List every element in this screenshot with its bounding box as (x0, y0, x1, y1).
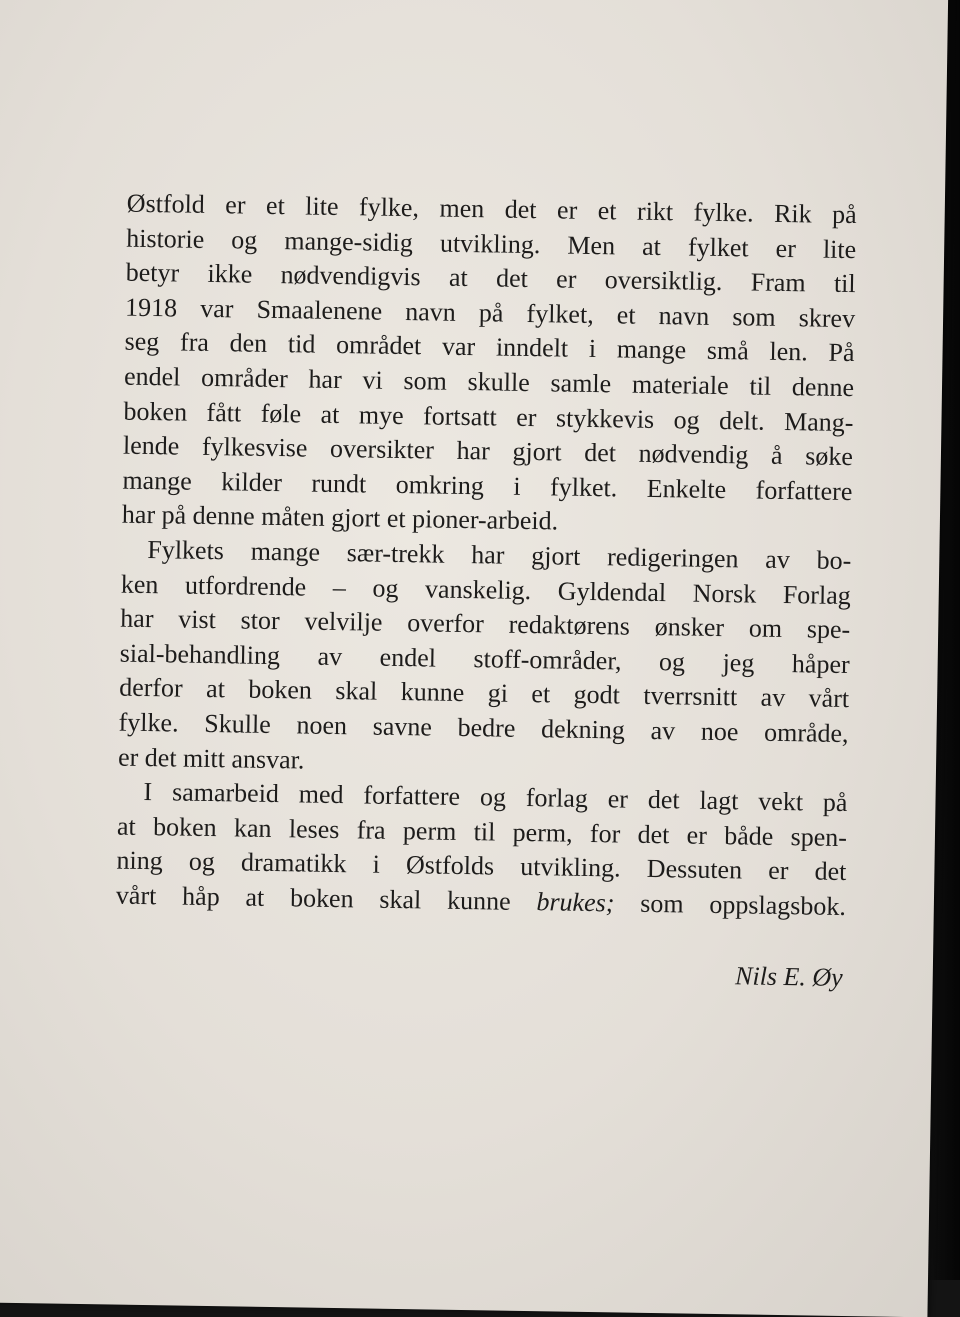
paragraph-3 (116, 775, 848, 925)
text-line: mange kilder rundt omkring i fylket. Enkelte forfattere (122, 465, 853, 506)
paragraph-1 (122, 187, 857, 544)
text-line: betyr ikke nødvendigvis at det er oversiktlig. Fram til (125, 257, 856, 299)
text-line: boken fått føle at mye fortsatt er stykkevis og delt. Mang- (123, 396, 854, 437)
text-line: Fylkets mange sær-trekk har gjort redigeringen av bo- (147, 534, 852, 576)
text-line: sial-behandling av endel stoff-områder, og jeg håper (119, 638, 850, 679)
text-line: har på denne måten gjort et pioner-arbeid. (121, 499, 559, 536)
text-line: ning og dramatikk i Østfolds utvikling. Dessuten er det (116, 845, 847, 887)
text-line: historie og mange-sidig utvikling. Men at fylket er lite (126, 223, 857, 264)
text-line: at boken kan leses fra perm til perm, for det er både spen- (116, 811, 848, 852)
paragraph-2 (118, 533, 852, 787)
text-line: derfor at boken skal kunne gi et godt tverrsnitt av vårt (118, 672, 850, 714)
final-line-start: vårt håp at boken skal kunne (115, 880, 537, 917)
text-line: lende fylkesvise oversikter har gjort det nødvendig å søke (122, 430, 854, 472)
text-line: Østfold er et lite fylke, men det er et rikt fylke. Rik på (126, 188, 857, 230)
signature: Nils E. Øy (734, 961, 843, 993)
text-line: I samarbeid med forfattere og forlag er det lagt vekt på (143, 777, 848, 818)
italic-word: brukes; (536, 887, 615, 918)
text-line: har vist stor velvilje overfor redaktørens ønsker om spe- (120, 603, 851, 645)
text-line: endel områder har vi som skulle samle materiale til denne (123, 361, 855, 403)
preface-text (115, 187, 857, 996)
final-line-end: som oppslagsbok. (614, 888, 847, 921)
text-line: 1918 var Smaalenene navn på fylket, et navn som skrev (124, 292, 856, 333)
text-line: er det mitt ansvar. (117, 742, 305, 775)
text-line: fylke. Skulle noen savne bedre dekning av noe område, (118, 707, 849, 748)
text-line: ken utfordrende – og vanskelig. Gyldendal Norsk Forlag (120, 569, 851, 610)
text-line: seg fra den tid området var inndelt i mange små len. På (124, 327, 855, 368)
